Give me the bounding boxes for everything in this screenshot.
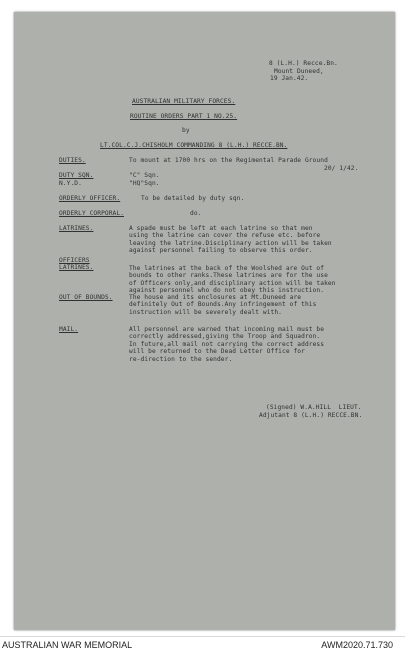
signature-line1: (Signed) W.A.HILL LIEUT. [266, 404, 362, 411]
signature-line2: Adjutant 8 (L.H.) RECCE.BN. [259, 412, 363, 419]
nyd-label: N.Y.D. [59, 180, 82, 187]
duties-text: To mount at 1700 hrs on the Regimental Parade Ground [129, 157, 328, 164]
officers-latrines-text: The latrines at the back of the Woolshed are Out of bounds to other ranks.These latrines are for the use of Officers only,and disciplinary action will be taken against personnel who do not obey this instruction. [129, 265, 336, 295]
orderly-officer-value: To be detailed by duty sqn. [141, 195, 245, 202]
out-of-bounds-label: OUT OF BOUNDS. [59, 294, 113, 301]
orderly-corporal-value: do. [190, 210, 202, 217]
mail-label: MAIL. [59, 326, 79, 333]
title-line1: AUSTRALIAN MILITARY FORCES. [132, 98, 236, 105]
title-line4: LT.COL.C.J.CHISHOLM COMMANDING 8 (L.H.) RECCE.BN. [100, 142, 288, 149]
duties-label: DUTIES. [59, 157, 86, 164]
archive-footer [0, 636, 405, 654]
mail-text: All personnel are warned that incoming mail must be correctly addressed,giving the Troop and Squadron. In future,all mail not carrying the correct address will be returned to the Dead Letter Office for re-direction to the sender. [129, 326, 325, 363]
header-unit: 8 (L.H.) Recce.Bn. [269, 60, 338, 67]
orderly-officer-label: ORDERLY OFFICER. [59, 195, 121, 202]
header-place: Mount Duneed, [274, 68, 324, 75]
title-line3: by [182, 127, 190, 134]
out-of-bounds-text: The house and its enclosures at Mt.Duneed are definitely Out of Bounds.Any infringement of this instruction will be severely dealt with. [129, 294, 317, 316]
title-line2: ROUTINE ORDERS PART 1 NO.25. [130, 113, 238, 120]
document-page [14, 12, 395, 630]
duty-sqn-value: "C" Sqn. [129, 172, 160, 179]
nyd-value: "HQ"Sqn. [129, 180, 160, 187]
duty-sqn-label: DUTY SQN. [59, 172, 94, 179]
header-date: 19 Jan.42. [270, 75, 309, 82]
footer-accession-number: AWM2020.71.730 [321, 640, 393, 650]
duties-date: 20/ 1/42. [324, 165, 359, 172]
latrines-text: A spade must be left at each latrine so that men using the latrine can cover the refuse etc. before leaving the latrine.Disciplinary action will be taken against personnel failing to observe this order. [129, 225, 332, 255]
footer-institution: AUSTRALIAN WAR MEMORIAL [2, 640, 133, 650]
orderly-corporal-label: ORDERLY CORPORAL. [59, 210, 125, 217]
latrines-label: LATRINES. [59, 225, 94, 232]
officers-latrines-label: OFFICERS LATRINES. [59, 257, 94, 272]
